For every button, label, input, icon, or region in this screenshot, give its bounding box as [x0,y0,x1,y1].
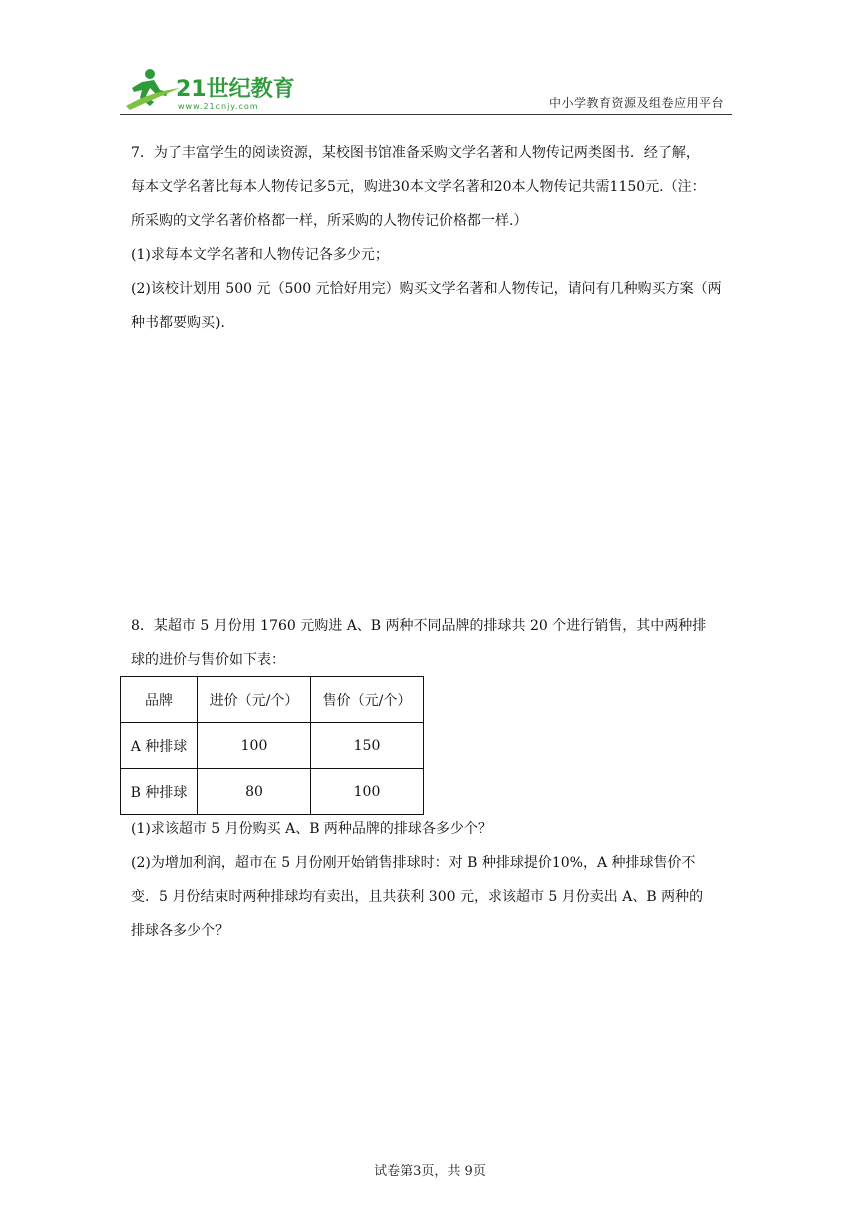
table-header-cell: 品牌 [121,677,198,723]
q7-part-2: (2)该校计划用 500 元（500 元恰好用完）购买文学名著和人物传记，请问有几种购买方案（两 [131,281,722,297]
table-cell: B 种排球 [121,769,198,815]
q7-stem-line: 所采购的文学名著价格都一样，所采购的人物传记价格都一样.） [131,213,528,229]
q8-stem-line: 球的进价与售价如下表： [131,652,285,668]
table-row [121,769,424,815]
page-footer: 试卷第3页，共 9页 [374,1164,486,1179]
price-table [120,676,424,815]
question-7 [131,136,737,340]
table-cell: 150 [311,723,424,769]
table-cell: 100 [198,723,311,769]
runner-icon [126,69,180,110]
q8-part-1: (1)求该超市 5 月份购买 A、B 两种品牌的排球各多少个？ [131,821,492,837]
table-header-cell: 售价（元/个） [311,677,424,723]
table-cell: 100 [311,769,424,815]
q7-part-2: 种书都要购买)． [131,315,235,331]
q8-part-2: 排球各多少个？ [131,923,229,939]
logo-text: 21世纪教育 [176,77,295,102]
logo [120,62,320,114]
table-header-cell: 进价（元/个） [198,677,311,723]
table-cell: 80 [198,769,311,815]
q8-stem-line: 8．某超市 5 月份用 1760 元购进 A、B 两种不同品牌的排球共 20 个进行销售，其中两种排 [131,618,707,634]
q8-part-2: 变．5 月份结束时两种排球均有卖出，且共获利 300 元，求该超市 5 月份卖出 A、B 两种的 [131,889,704,905]
q7-part-1: (1)求每本文学名著和人物传记各多少元； [131,247,389,263]
table-cell: A 种排球 [121,723,198,769]
question-8-parts [131,812,737,948]
q8-part-2: (2)为增加利润，超市在 5 月份刚开始销售排球时：对 B 种排球提价10%，A 种排球售价不 [131,855,696,871]
page-header [120,62,732,118]
logo-url: www.21cnjy.com [178,102,259,111]
q7-stem-line: 7．为了丰富学生的阅读资源，某校图书馆准备采购文学名著和人物传记两类图书．经了解， [131,145,700,161]
platform-name: 中小学教育资源及组卷应用平台 [548,96,724,110]
table-header-row [121,677,424,723]
table-row [121,723,424,769]
q7-stem-line: 每本文学名著比每本人物传记多5元，购进30本文学名著和20本人物传记共需1150元.（注： [131,179,706,195]
header-rule [120,114,732,115]
question-8 [131,609,737,677]
